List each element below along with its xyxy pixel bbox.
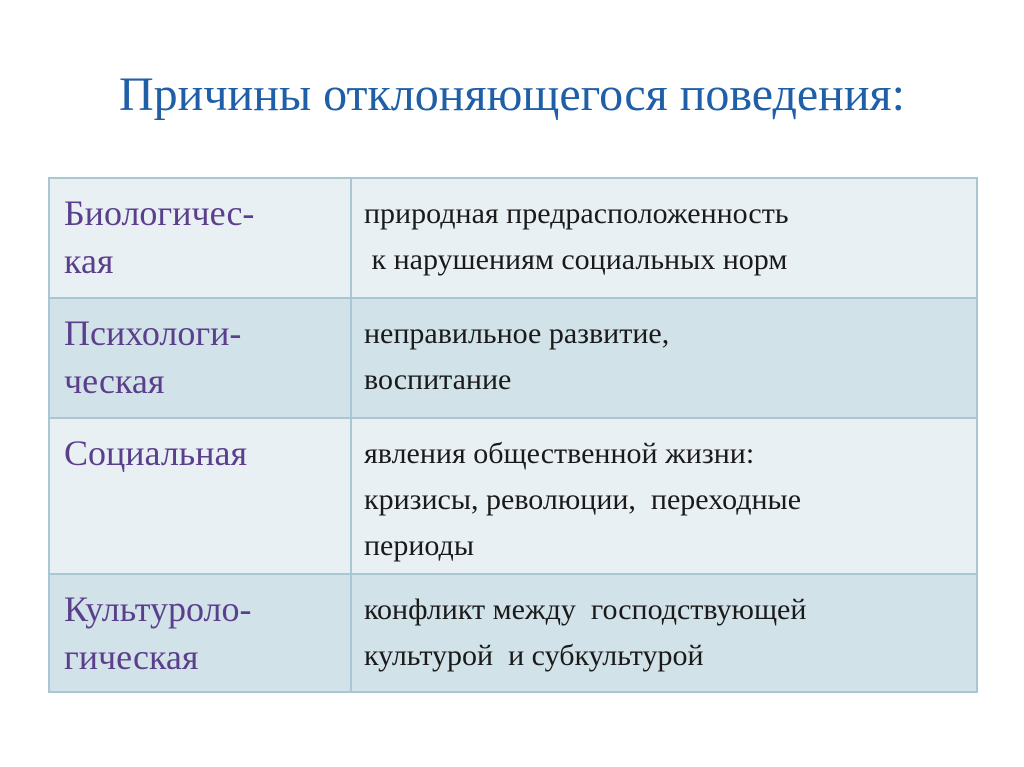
table-row [49, 178, 977, 298]
table-row [49, 418, 977, 574]
cause-description-text: периоды [364, 529, 474, 562]
slide-title: Причины отклоняющегося поведения: [119, 68, 905, 121]
cause-description-cell [351, 178, 977, 298]
cause-type-text: Биологичес- [64, 193, 255, 233]
cause-description-text: явления общественной жизни: [364, 437, 755, 470]
cause-type-text: ческая [64, 361, 165, 401]
cause-description-text: кризисы, революции, переходные [364, 483, 802, 516]
cause-type-text: гическая [64, 637, 199, 677]
cause-description-cell [351, 418, 977, 574]
cause-type-text: Психологи- [64, 313, 242, 353]
cause-type-cell [49, 298, 351, 418]
causes-table [48, 177, 978, 693]
cause-description-text: неправильное развитие, [364, 317, 670, 350]
cause-description-text: конфликт между господствующей [364, 593, 807, 626]
cause-description-cell [351, 574, 977, 692]
cause-type-cell [49, 178, 351, 298]
cause-description-text: к нарушениям социальных норм [364, 243, 788, 276]
table-row [49, 574, 977, 692]
cause-type-text: Социальная [64, 433, 248, 473]
cause-description-text: воспитание [364, 363, 512, 396]
cause-type-text: Культуроло- [64, 589, 252, 629]
cause-description-cell [351, 298, 977, 418]
cause-type-text: кая [64, 241, 114, 281]
cause-description-text: природная предрасположенность [364, 197, 789, 230]
table-row [49, 298, 977, 418]
cause-type-cell [49, 418, 351, 574]
cause-type-cell [49, 574, 351, 692]
cause-description-text: культурой и субкультурой [364, 639, 704, 672]
